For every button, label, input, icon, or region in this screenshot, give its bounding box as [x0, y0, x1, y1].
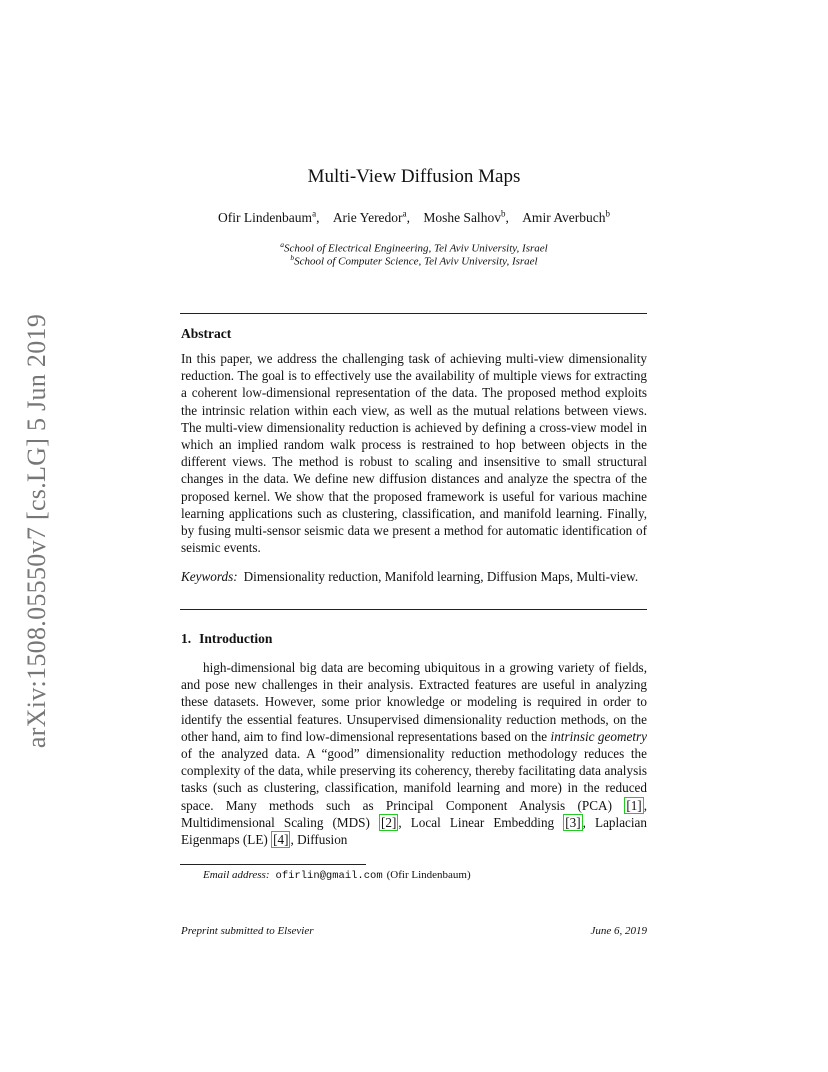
affiliation-mark: b	[290, 253, 295, 262]
author-affil-mark: a	[312, 208, 317, 218]
author: Arie Yeredor$^a$,	[332, 208, 410, 225]
abstract-text: In this paper, we address the challenging task of achieving multi-view dimensionality reduction. The goal is to effectively use the availability of multiple views for extracting a coherent low-dimensional representation of the data. The proposed method exploits the intrinsic relation within each view, as well as the mutual relations between views. The multi-view dimensionality reduction is achieved by defining a cross-view model in which an implied random walk process is restrained to hop between objects in the different views. The method is robust to scaling and insensitive to small structural changes in the data. We define new diffusion distances and analyze the spectra of the proposed kernel. We show that the proposed framework is useful for various machine learning applications such as clustering, classification, and manifold learning. Finally, by fusing multi-sensor seismic data we present a method for automatic identification of seismic events.	[181, 351, 647, 556]
keywords-text: Dimensionality reduction, Manifold learning, Diffusion Maps, Multi-view.	[243, 569, 639, 584]
citation-link[interactable]: [4]	[273, 832, 289, 848]
footer-date: June 6, 2019	[590, 925, 647, 937]
author: Ofir Lindenbaum$^a$,	[217, 208, 320, 225]
keywords-label: Keywords:	[181, 569, 238, 584]
keywords	[181, 568, 647, 585]
footnote-label: Email address:	[203, 869, 270, 881]
citation-link[interactable]: [2]	[380, 814, 397, 830]
arxiv-side-stamp	[16, 296, 58, 766]
paper-title: Multi-View Diffusion Maps	[307, 166, 521, 187]
author-affil-mark: b	[605, 208, 611, 218]
intro-text: , Diffusion	[290, 832, 348, 848]
abstract-top-rule	[180, 313, 647, 314]
author-affil-mark: b	[500, 208, 506, 218]
arxiv-identifier: arXiv:1508.05550v7 [cs.LG] 5 Jun 2019	[22, 313, 51, 749]
abstract-bottom-rule	[180, 609, 647, 610]
intro-text: , Local Linear Embedding	[398, 814, 564, 830]
intro-text: high-dimensional big data are becoming ubiquitous in a growing variety of fields, and pose new challenges in their analysis. Extracted features are useful in analyzing these datasets. However, some prior knowledge or modeling is required in order to identify the essential features. Unsupervised dimensionality reduction methods, on the other hand, aim to find low-dimensional representations based on the	[181, 660, 647, 744]
author-affil-mark: a	[402, 208, 407, 218]
section-number: 1.	[181, 631, 192, 646]
intro-text: of the analyzed data. A “good” dimensionality reduction methodology reduces the complexity of the data, while preserving its coherency, thereby facilitating data analysis tasks (such as clustering, classification, manifold learning and more) in the reduced space. Many methods such as Principal Component Analysis (PCA)	[181, 746, 647, 813]
introduction-paragraph	[181, 659, 647, 848]
author-name: Ofir Lindenbaum	[217, 209, 313, 225]
footnote-email[interactable]: ofirlin@gmail.com	[275, 870, 383, 882]
intro-emphasis: intrinsic geometry	[550, 728, 648, 744]
citation-link[interactable]: [3]	[565, 814, 581, 830]
affiliation-mark: a	[280, 240, 285, 249]
footer-preprint-note: Preprint submitted to Elsevier	[181, 925, 314, 937]
author-list	[0, 208, 828, 226]
author-name: Amir Averbuch	[522, 209, 606, 225]
abstract-heading: Abstract	[181, 326, 232, 341]
section-title: Introduction	[199, 631, 273, 646]
citation-link[interactable]: [1]	[626, 797, 642, 813]
affiliation	[0, 253, 828, 268]
section-heading-introduction	[181, 631, 272, 647]
affiliation-text: School of Computer Science, Tel Aviv University, Israel	[294, 255, 538, 268]
author	[522, 210, 610, 225]
footnote-rule	[180, 864, 366, 865]
affiliation-text: School of Electrical Engineering, Tel Aviv University, Israel	[284, 242, 548, 255]
author-name: Moshe Salhov	[423, 209, 501, 225]
author: Moshe Salhov$^b$,	[423, 208, 509, 225]
intro-text: , Laplacian Eigenmaps (LE)	[181, 814, 648, 848]
intro-text: , Multidimensional Scaling (MDS)	[181, 797, 647, 830]
footnote-name: (Ofir Lindenbaum)	[386, 869, 471, 881]
author-name: Arie Yeredor	[332, 209, 403, 225]
footnote	[203, 869, 471, 882]
